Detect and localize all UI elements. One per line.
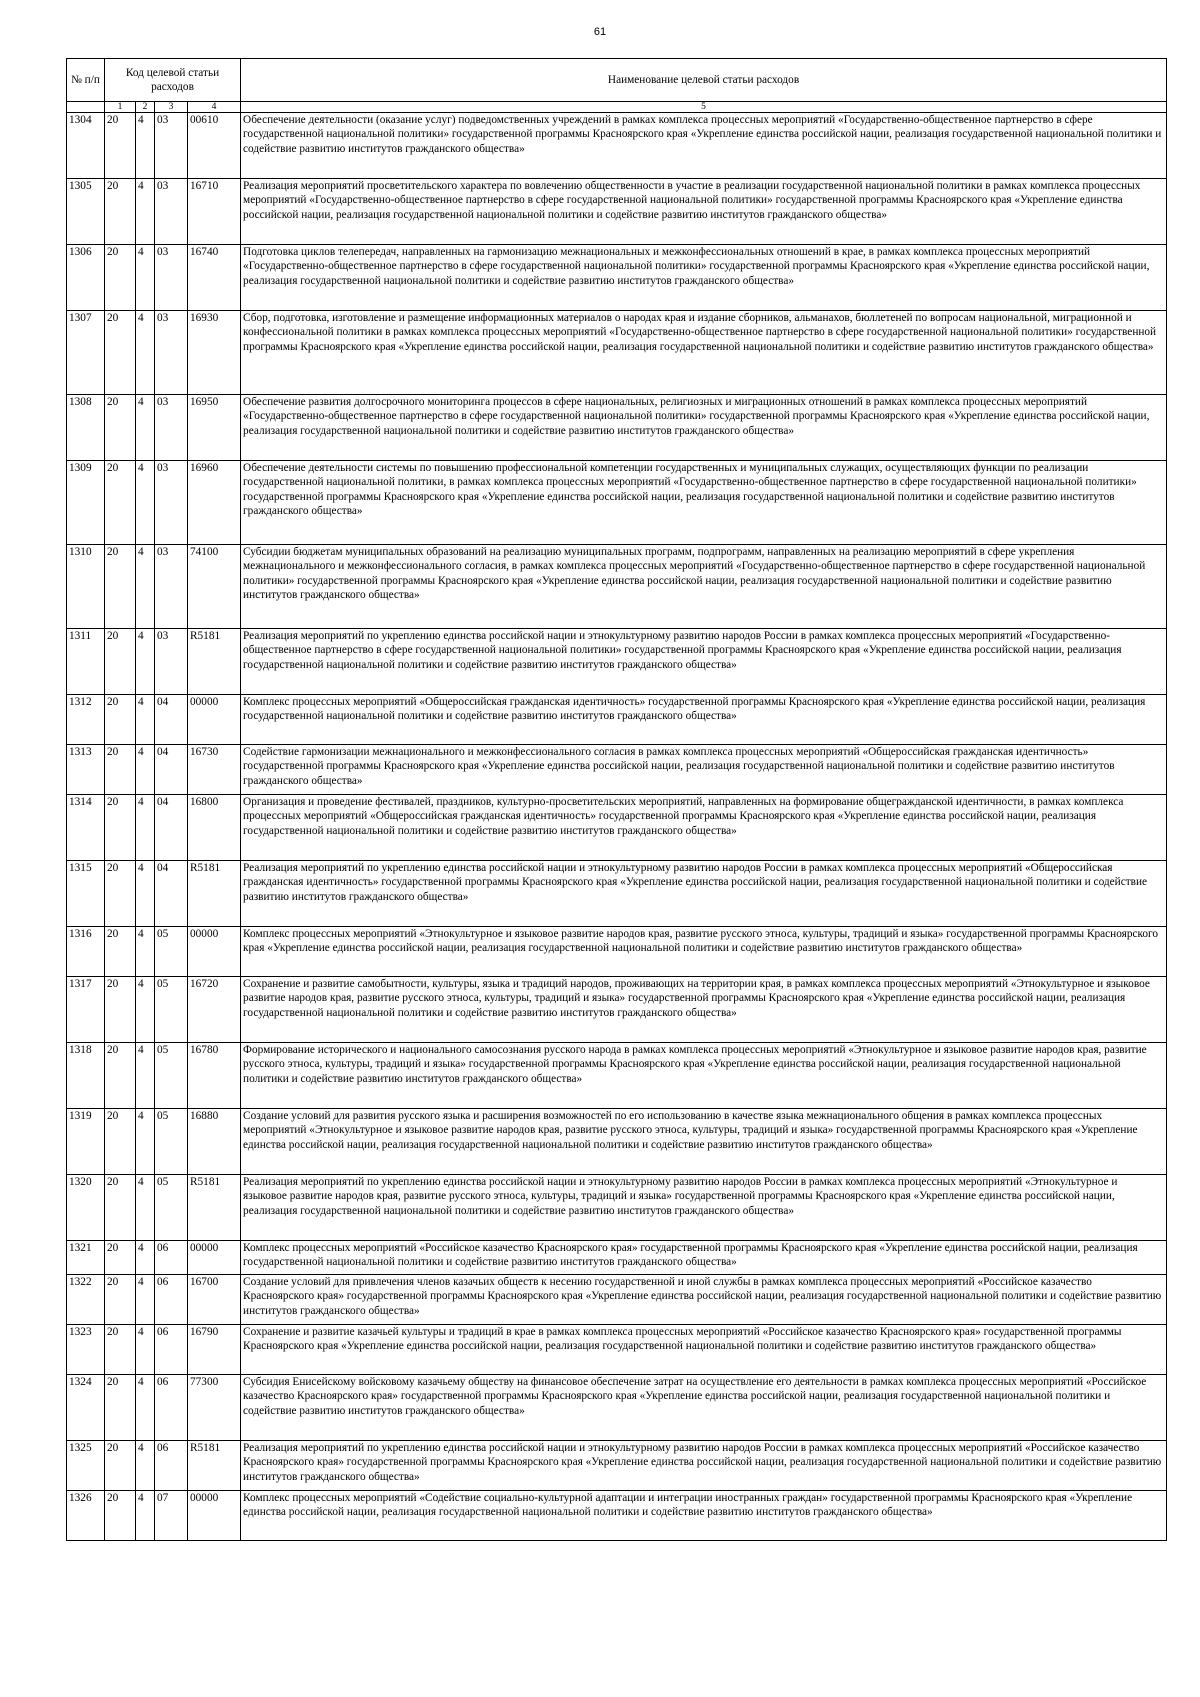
code-part-4: 00000 [188, 695, 241, 745]
code-part-2: 4 [136, 927, 155, 977]
code-part-1: 20 [105, 545, 136, 629]
row-number: 1307 [67, 311, 105, 395]
code-part-3: 03 [155, 461, 188, 545]
row-number: 1326 [67, 1491, 105, 1541]
expense-name: Комплекс процессных мероприятий «Общероссийская гражданская идентичность» государственной программы Красноярского края «Укрепление единства российской нации, реализация государственной национальной политики и содействие развитию институтов гражданского общества» [241, 695, 1167, 745]
code-part-2: 4 [136, 745, 155, 795]
header-name: Наименование целевой статьи расходов [241, 59, 1167, 102]
col-number-5: 5 [241, 102, 1167, 113]
expense-name: Обеспечение деятельности (оказание услуг) подведомственных учреждений в рамках комплекса процессных мероприятий «Государственно-общественное партнерство в сфере государственной национальной политики» государственной программы Красноярского края «Укрепление единства российской нации, реализация государственной национальной политики и содействие развитию институтов гражданского общества» [241, 113, 1167, 179]
table-row [67, 545, 1167, 629]
code-part-4: R5181 [188, 1441, 241, 1491]
expense-name: Реализация мероприятий по укреплению единства российской нации и этнокультурному развитию народов России в рамках комплекса процессных мероприятий «Общероссийская гражданская идентичность» государственной программы Красноярского края «Укрепление единства российской нации, реализация государственной национальной политики и содействие развитию институтов гражданского общества» [241, 861, 1167, 927]
table-row [67, 795, 1167, 861]
code-part-4: 00000 [188, 1491, 241, 1541]
table-row [67, 629, 1167, 695]
code-part-2: 4 [136, 179, 155, 245]
row-number: 1305 [67, 179, 105, 245]
code-part-2: 4 [136, 695, 155, 745]
code-part-1: 20 [105, 1491, 136, 1541]
expense-name: Сбор, подготовка, изготовление и размещение информационных материалов о народах края и издание сборников, альманахов, бюллетеней по вопросам национальной, миграционной и конфессиональной политики в рамках комплекса процессных мероприятий «Государственно-общественное партнерство в сфере государственной национальной политики» государственной программы Красноярского края «Укрепление единства российской нации, реализация государственной национальной политики и содействие развитию институтов гражданского общества» [241, 311, 1167, 395]
code-part-4: 16710 [188, 179, 241, 245]
code-part-1: 20 [105, 1043, 136, 1109]
table-row [67, 1109, 1167, 1175]
row-number: 1314 [67, 795, 105, 861]
code-part-2: 4 [136, 1241, 155, 1275]
code-part-2: 4 [136, 1175, 155, 1241]
code-part-4: 16960 [188, 461, 241, 545]
table-row [67, 927, 1167, 977]
expense-name: Субсидия Енисейскому войсковому казачьему обществу на финансовое обеспечение затрат на осуществление его деятельности в рамках комплекса процессных мероприятий «Российское казачество Красноярского края» государственной программы Красноярского края «Укрепление единства российской нации, реализация государственной национальной политики и содействие развитию институтов гражданского общества» [241, 1375, 1167, 1441]
table-row [67, 113, 1167, 179]
code-part-1: 20 [105, 745, 136, 795]
row-number: 1321 [67, 1241, 105, 1275]
table-row [67, 977, 1167, 1043]
row-number: 1309 [67, 461, 105, 545]
table-row [67, 745, 1167, 795]
row-number: 1320 [67, 1175, 105, 1241]
expense-name: Комплекс процессных мероприятий «Содействие социально-культурной адаптации и интеграции иностранных граждан» государственной программы Красноярского края «Укрепление единства российской нации, реализация государственной национальной политики и содействие развитию институтов гражданского общества» [241, 1491, 1167, 1541]
code-part-4: 16800 [188, 795, 241, 861]
table-row [67, 1325, 1167, 1375]
row-number: 1315 [67, 861, 105, 927]
row-number: 1316 [67, 927, 105, 977]
code-part-2: 4 [136, 395, 155, 461]
code-part-3: 05 [155, 1043, 188, 1109]
expense-name: Реализация мероприятий по укреплению единства российской нации и этнокультурному развитию народов России в рамках комплекса процессных мероприятий «Государственно-общественное партнерство в сфере государственной национальной политики» государственной программы Красноярского края «Укрепление единства российской нации, реализация государственной национальной политики и содействие развитию институтов гражданского общества» [241, 629, 1167, 695]
table-row [67, 861, 1167, 927]
code-part-1: 20 [105, 1109, 136, 1175]
row-number: 1318 [67, 1043, 105, 1109]
table-row [67, 179, 1167, 245]
page-number: 61 [593, 26, 607, 38]
table-row [67, 1275, 1167, 1325]
expense-name: Создание условий для привлечения членов казачьих обществ к несению государственной и иной службы в рамках комплекса процессных мероприятий «Российское казачество Красноярского края» государственной программы Красноярского края «Укрепление единства российской нации, реализация государственной национальной политики и содействие развитию институтов гражданского общества» [241, 1275, 1167, 1325]
row-number: 1312 [67, 695, 105, 745]
table-row [67, 695, 1167, 745]
code-part-4: 16790 [188, 1325, 241, 1375]
code-part-1: 20 [105, 113, 136, 179]
row-number: 1324 [67, 1375, 105, 1441]
code-part-3: 06 [155, 1325, 188, 1375]
code-part-3: 06 [155, 1375, 188, 1441]
code-part-2: 4 [136, 861, 155, 927]
code-part-1: 20 [105, 795, 136, 861]
expense-name: Сохранение и развитие казачьей культуры и традиций в крае в рамках комплекса процессных мероприятий «Российское казачество Красноярского края» государственной программы Красноярского края «Укрепление единства российской нации, реализация государственной национальной политики и содействие развитию институтов гражданского общества» [241, 1325, 1167, 1375]
code-part-2: 4 [136, 245, 155, 311]
row-number: 1308 [67, 395, 105, 461]
expense-name: Реализация мероприятий по укреплению единства российской нации и этнокультурному развитию народов России в рамках комплекса процессных мероприятий «Российское казачество Красноярского края» государственной программы Красноярского края «Укрепление единства российской нации, реализация государственной национальной политики и содействие развитию институтов гражданского общества» [241, 1441, 1167, 1491]
row-number: 1317 [67, 977, 105, 1043]
code-part-1: 20 [105, 1175, 136, 1241]
row-number: 1311 [67, 629, 105, 695]
code-part-2: 4 [136, 545, 155, 629]
col-number-4: 4 [188, 102, 241, 113]
code-part-1: 20 [105, 977, 136, 1043]
code-part-3: 06 [155, 1441, 188, 1491]
code-part-2: 4 [136, 461, 155, 545]
code-part-4: R5181 [188, 861, 241, 927]
col-number-3: 3 [155, 102, 188, 113]
code-part-1: 20 [105, 395, 136, 461]
code-part-2: 4 [136, 629, 155, 695]
code-part-3: 03 [155, 179, 188, 245]
code-part-2: 4 [136, 977, 155, 1043]
code-part-2: 4 [136, 1491, 155, 1541]
row-number: 1310 [67, 545, 105, 629]
row-number: 1306 [67, 245, 105, 311]
code-part-3: 03 [155, 245, 188, 311]
code-part-4: 16700 [188, 1275, 241, 1325]
code-part-1: 20 [105, 861, 136, 927]
table-row [67, 1175, 1167, 1241]
code-part-1: 20 [105, 927, 136, 977]
code-part-3: 05 [155, 927, 188, 977]
code-part-4: 74100 [188, 545, 241, 629]
code-part-2: 4 [136, 1441, 155, 1491]
row-number: 1323 [67, 1325, 105, 1375]
code-part-1: 20 [105, 1241, 136, 1275]
code-part-1: 20 [105, 179, 136, 245]
expense-name: Содействие гармонизации межнационального и межконфессионального согласия в рамках комплекса процессных мероприятий «Общероссийская гражданская идентичность» государственной программы Красноярского края «Укрепление единства российской нации, реализация государственной национальной политики и содействие развитию институтов гражданского общества» [241, 745, 1167, 795]
code-part-4: 16880 [188, 1109, 241, 1175]
code-part-3: 03 [155, 629, 188, 695]
code-part-4: 16730 [188, 745, 241, 795]
code-part-4: 00610 [188, 113, 241, 179]
table-row [67, 1241, 1167, 1275]
expense-name: Реализация мероприятий по укреплению единства российской нации и этнокультурному развитию народов России в рамках комплекса процессных мероприятий «Этнокультурное и языковое развитие народов края, развитие русского этноса, культуры, традиций и языка» государственной программы Красноярского края «Укрепление единства российской нации, реализация государственной национальной политики и содействие развитию институтов гражданского общества» [241, 1175, 1167, 1241]
code-part-1: 20 [105, 1275, 136, 1325]
header-code: Код целевой статьи расходов [105, 59, 241, 102]
code-part-2: 4 [136, 795, 155, 861]
expense-name: Сохранение и развитие самобытности, культуры, языка и традиций народов, проживающих на территории края, в рамках комплекса процессных мероприятий «Этнокультурное и языковое развитие народов края, развитие русского этноса, культуры, традиций и языка» государственной программы Красноярского края «Укрепление единства российской нации, реализация государственной национальной политики и содействие развитию институтов гражданского общества» [241, 977, 1167, 1043]
table-row [67, 395, 1167, 461]
code-part-3: 05 [155, 1175, 188, 1241]
table-row [67, 1441, 1167, 1491]
code-part-4: 00000 [188, 1241, 241, 1275]
table-row [67, 245, 1167, 311]
header-num: № п/п [67, 59, 105, 102]
table-row [67, 1043, 1167, 1109]
code-part-2: 4 [136, 1325, 155, 1375]
code-part-3: 04 [155, 861, 188, 927]
table-row [67, 461, 1167, 545]
expense-name: Комплекс процессных мероприятий «Российское казачество Красноярского края» государственной программы Красноярского края «Укрепление единства российской нации, реализация государственной национальной политики и содействие развитию институтов гражданского общества» [241, 1241, 1167, 1275]
code-part-3: 04 [155, 745, 188, 795]
code-part-2: 4 [136, 311, 155, 395]
expense-name: Обеспечение развития долгосрочного мониторинга процессов в сфере национальных, религиозных и миграционных отношений в рамках комплекса процессных мероприятий «Государственно-общественное партнерство в сфере государственной национальной политики» государственной программы Красноярского края «Укрепление единства российской нации, реализация государственной национальной политики и содействие развитию институтов гражданского общества» [241, 395, 1167, 461]
target-expense-table [66, 58, 1167, 1541]
expense-name: Обеспечение деятельности системы по повышению профессиональной компетенции государственных и муниципальных служащих, осуществляющих функции по реализации государственной национальной политики, в рамках комплекса процессных мероприятий «Государственно-общественное партнерство в сфере государственной национальной политики» государственной программы Красноярского края «Укрепление единства российской нации, реализация государственной национальной политики и содействие развитию институтов гражданского общества» [241, 461, 1167, 545]
code-part-3: 05 [155, 977, 188, 1043]
code-part-4: R5181 [188, 1175, 241, 1241]
col-number-blank [67, 102, 105, 113]
code-part-3: 05 [155, 1109, 188, 1175]
expense-name: Формирование исторического и национального самосознания русского народа в рамках комплекса процессных мероприятий «Этнокультурное и языковое развитие народов края, развитие русского этноса, культуры, традиций и языка» государственной программы Красноярского края «Укрепление единства российской нации, реализация государственной национальной политики и содействие развитию институтов гражданского общества» [241, 1043, 1167, 1109]
code-part-4: 16950 [188, 395, 241, 461]
code-part-3: 03 [155, 311, 188, 395]
row-number: 1313 [67, 745, 105, 795]
code-part-3: 07 [155, 1491, 188, 1541]
column-number-row [67, 102, 1167, 113]
expense-name: Субсидии бюджетам муниципальных образований на реализацию муниципальных программ, подпрограмм, направленных на реализацию мероприятий в сфере укрепления межнационального и межконфессионального согласия, в рамках комплекса процессных мероприятий «Государственно-общественное партнерство в сфере государственной национальной политики» государственной программы Красноярского края «Укрепление единства российской нации, реализация государственной национальной политики и содействие развитию институтов гражданского общества» [241, 545, 1167, 629]
expense-name: Подготовка циклов телепередач, направленных на гармонизацию межнациональных и межконфессиональных отношений в крае, в рамках комплекса процессных мероприятий «Государственно-общественное партнерство в сфере государственной национальной политики» государственной программы Красноярского края «Укрепление единства российской нации, реализация государственной национальной политики и содействие развитию институтов гражданского общества» [241, 245, 1167, 311]
code-part-4: R5181 [188, 629, 241, 695]
row-number: 1325 [67, 1441, 105, 1491]
code-part-1: 20 [105, 629, 136, 695]
table-header-row [67, 59, 1167, 102]
code-part-4: 16740 [188, 245, 241, 311]
code-part-2: 4 [136, 113, 155, 179]
code-part-2: 4 [136, 1043, 155, 1109]
code-part-1: 20 [105, 245, 136, 311]
expense-name: Реализация мероприятий просветительского характера по вовлечению общественности в участие в реализации государственной национальной политики в рамках комплекса процессных мероприятий «Государственно-общественное партнерство в сфере государственной национальной политики» государственной программы Красноярского края «Укрепление единства российской нации, реализация государственной национальной политики и содействие развитию институтов гражданского общества» [241, 179, 1167, 245]
code-part-1: 20 [105, 695, 136, 745]
col-number-2: 2 [136, 102, 155, 113]
code-part-3: 03 [155, 545, 188, 629]
code-part-3: 06 [155, 1275, 188, 1325]
row-number: 1322 [67, 1275, 105, 1325]
code-part-1: 20 [105, 1375, 136, 1441]
code-part-4: 00000 [188, 927, 241, 977]
table-row [67, 1375, 1167, 1441]
code-part-1: 20 [105, 1325, 136, 1375]
code-part-2: 4 [136, 1275, 155, 1325]
code-part-2: 4 [136, 1375, 155, 1441]
code-part-4: 16720 [188, 977, 241, 1043]
code-part-1: 20 [105, 311, 136, 395]
code-part-3: 06 [155, 1241, 188, 1275]
row-number: 1319 [67, 1109, 105, 1175]
code-part-3: 04 [155, 795, 188, 861]
code-part-4: 16780 [188, 1043, 241, 1109]
table-row [67, 1491, 1167, 1541]
code-part-4: 77300 [188, 1375, 241, 1441]
expense-name: Организация и проведение фестивалей, праздников, культурно-просветительских мероприятий, направленных на формирование общегражданской идентичности, в рамках комплекса процессных мероприятий «Общероссийская гражданская идентичность» государственной программы Красноярского края «Укрепление единства российской нации, реализация государственной национальной политики и содействие развитию институтов гражданского общества» [241, 795, 1167, 861]
code-part-3: 04 [155, 695, 188, 745]
code-part-1: 20 [105, 1441, 136, 1491]
table-body [67, 113, 1167, 1541]
code-part-3: 03 [155, 113, 188, 179]
code-part-1: 20 [105, 461, 136, 545]
expense-name: Комплекс процессных мероприятий «Этнокультурное и языковое развитие народов края, развитие русского этноса, культуры, традиций и языка» государственной программы Красноярского края «Укрепление единства российской нации, реализация государственной национальной политики и содействие развитию институтов гражданского общества» [241, 927, 1167, 977]
table-row [67, 311, 1167, 395]
code-part-3: 03 [155, 395, 188, 461]
expense-name: Создание условий для развития русского языка и расширения возможностей по его использованию в качестве языка межнационального общения в рамках комплекса процессных мероприятий «Этнокультурное и языковое развитие народов края, развитие русского этноса, культуры, традиций и языка» государственной программы Красноярского края «Укрепление единства российской нации, реализация государственной национальной политики и содействие развитию институтов гражданского общества» [241, 1109, 1167, 1175]
col-number-1: 1 [105, 102, 136, 113]
code-part-2: 4 [136, 1109, 155, 1175]
row-number: 1304 [67, 113, 105, 179]
code-part-4: 16930 [188, 311, 241, 395]
